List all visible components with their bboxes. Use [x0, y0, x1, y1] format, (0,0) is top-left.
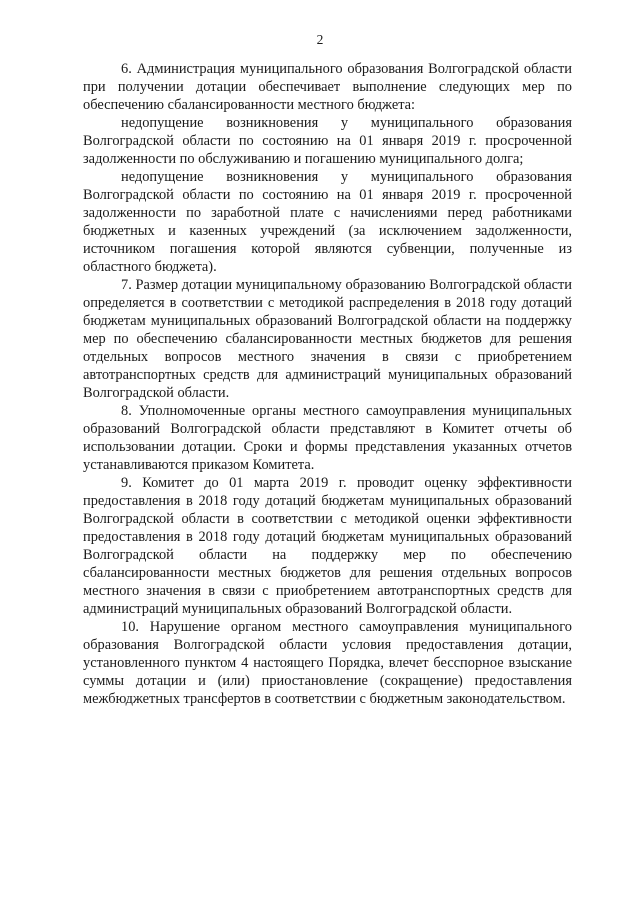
paragraph-6-item-2: недопущение возникновения у муниципального образования Волгоградской области по состоянию на 01 января 2019 г. просроченной задолженности по заработной плате с начислениями перед работниками бюджетных и казенных учреждений (за исключением задолженности, источником погашения которой являются субвенции, полученные из областного бюджета). — [83, 169, 572, 275]
paragraph-10: 10. Нарушение органом местного самоуправления муниципального образования Волгоградской области условия предоставления дотации, установленного пунктом 4 настоящего Порядка, влечет бесспорное взыскание суммы дотации и (или) приостановление (сокращение) предоставления межбюджетных трансфертов в соответствии с бюджетным законодательством. — [83, 619, 572, 707]
paragraph-6-item-1: недопущение возникновения у муниципального образования Волгоградской области по состоянию на 01 января 2019 г. просроченной задолженности по обслуживанию и погашению муниципального долга; — [83, 115, 572, 167]
page-number: 2 — [316, 32, 324, 47]
paragraph-6: 6. Администрация муниципального образования Волгоградской области при получении дотации обеспечивает выполнение следующих мер по обеспечению сбалансированности местного бюджета: — [83, 61, 572, 113]
paragraph-7: 7. Размер дотации муниципальному образованию Волгоградской области определяется в соответствии с методикой распределения в 2018 году дотаций бюджетам муниципальных образований Волгоградской области на поддержку мер по обеспечению сбалансированности местных бюджетов для решения отдельных вопросов местного значения в связи с приобретением автотранспортных средств для администраций муниципальных образований Волгоградской области. — [83, 277, 572, 401]
paragraph-9: 9. Комитет до 01 марта 2019 г. проводит оценку эффективности предоставления в 2018 году дотаций бюджетам муниципальных образований Волгоградской области в соответствии с методикой оценки эффективности предоставления в 2018 году дотаций бюджетам муниципальных образований Волгоградской области на поддержку мер по обеспечению сбалансированности местных бюджетов для решения отдельных вопросов местного значения в связи с приобретением автотранспортных средств для администраций муниципальных образований Волгоградской области. — [83, 475, 572, 617]
paragraph-8: 8. Уполномоченные органы местного самоуправления муниципальных образований Волгоградской области представляют в Комитет отчеты об использовании дотации. Сроки и формы представления указанных отчетов устанавливаются приказом Комитета. — [83, 403, 572, 473]
document-body — [83, 60, 572, 708]
